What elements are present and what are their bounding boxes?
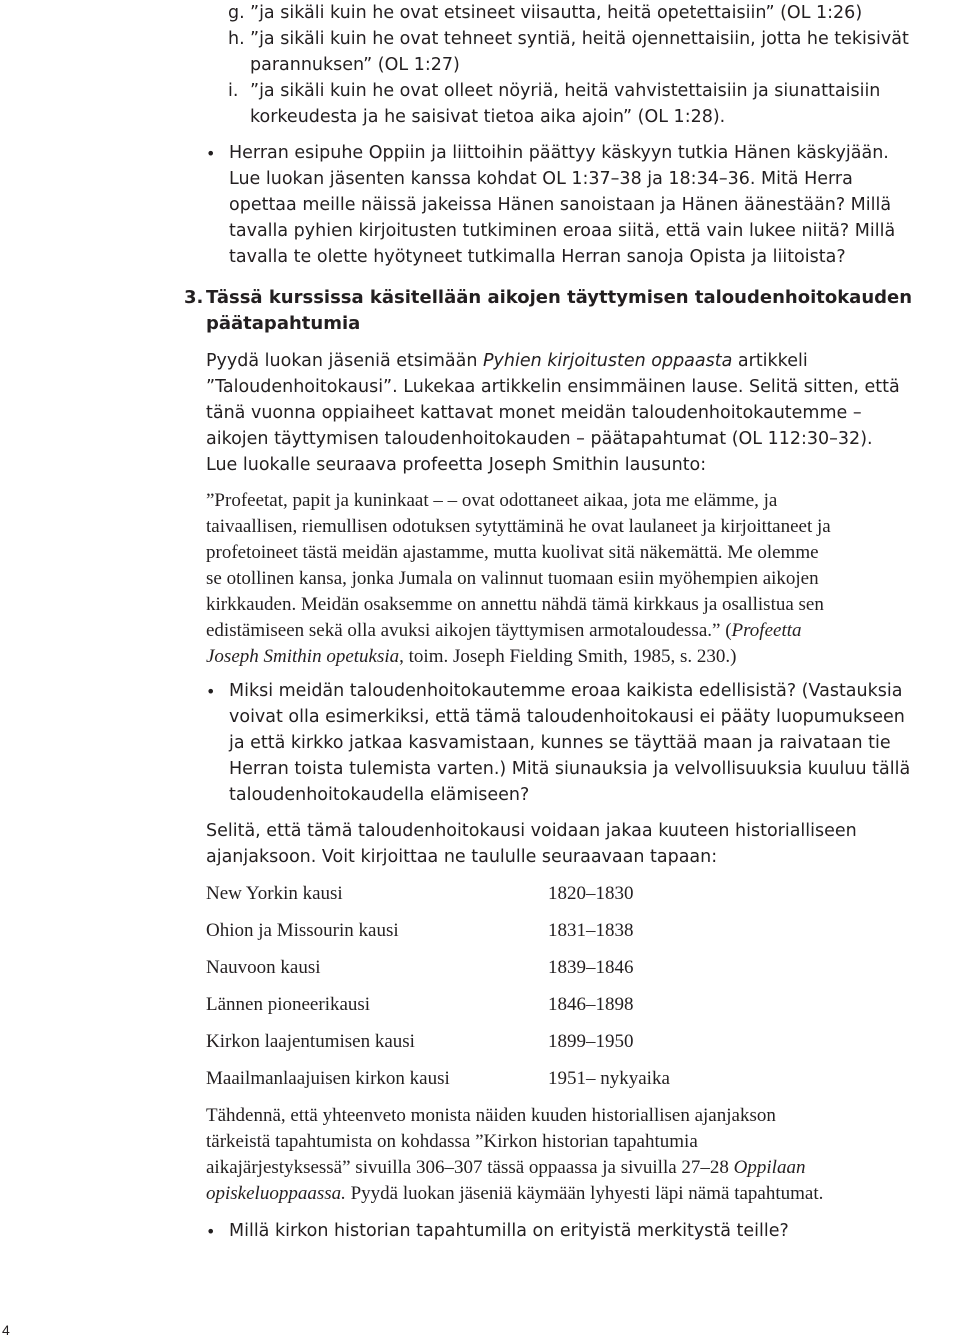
period-name: Maailmanlaajuisen kirkon kausi (206, 1068, 450, 1089)
period-row (206, 1029, 634, 1055)
bullet-line: Herran esipuhe Oppiin ja liittoihin päättyy käskyyn tutkia Hänen käskyjään. (229, 143, 889, 163)
period-name: Ohion ja Missourin kausi (206, 920, 399, 941)
list-marker: h. (228, 29, 245, 49)
list-marker: i. (228, 81, 239, 101)
citation-italic: Joseph Smithin opetuksia (206, 646, 400, 667)
bullet-paragraph-1 (229, 140, 954, 270)
bullet-marker: • (206, 1222, 216, 1241)
period-years: 1839–1846 (548, 957, 634, 978)
period-row (206, 1066, 670, 1092)
bullet-marker: • (206, 144, 216, 163)
text: Lue luokalle seuraava profeetta Joseph Smithin lausunto: (206, 455, 707, 475)
list-line: ”ja sikäli kuin he ovat tehneet syntiä, heitä ojennettaisiin, jotta he tekisivät (250, 29, 909, 49)
paragraph-summary (206, 1103, 951, 1207)
italic-title: opiskeluoppaassa. (206, 1183, 346, 1204)
period-row (206, 918, 634, 944)
italic-title: Pyhien kirjoitusten oppaasta (483, 351, 733, 371)
section-heading (184, 285, 946, 337)
period-years: 1951– nykyaika (548, 1068, 670, 1089)
bullet-paragraph-3 (229, 1218, 954, 1244)
bullet-line: Herran toista tulemista varten.) Mitä siunauksia ja velvollisuuksia kuuluu tällä (229, 759, 911, 779)
text: artikkeli (732, 351, 808, 371)
page-number: 4 (2, 1322, 10, 1338)
list-item-i (228, 78, 948, 130)
bullet-marker: • (206, 682, 216, 701)
period-row (206, 955, 634, 981)
quote-line: se otollinen kansa, jonka Jumala on valinnut tuomaan esiin myöhempien aikojen (206, 568, 819, 589)
list-line: korkeudesta ja he saisivat tietoa aika ajoin” (OL 1:28). (250, 107, 726, 127)
period-name: Nauvoon kausi (206, 957, 321, 978)
text: ajanjaksoon. Voit kirjoittaa ne taululle seuraavaan tapaan: (206, 847, 718, 867)
period-row (206, 992, 634, 1018)
text: aikojen täyttymisen taloudenhoitokauden – päätapahtumat (OL 112:30–32). (206, 429, 873, 449)
period-name: New Yorkin kausi (206, 883, 343, 904)
period-name: Lännen pioneerikausi (206, 994, 371, 1015)
list-line: ”ja sikäli kuin he ovat olleet nöyriä, heitä vahvistettaisiin ja siunattaisiin (250, 81, 881, 101)
section-number: 3. (184, 287, 204, 308)
list-item-h (228, 26, 948, 78)
paragraph-periods-intro (206, 818, 951, 870)
period-years: 1820–1830 (548, 883, 634, 904)
bullet-line: opettaa meille näissä jakeissa Hänen sanoistaan ja Hänen äänestään? Millä (229, 195, 892, 215)
bullet-line: Miksi meidän taloudenhoitokautemme eroaa kaikista edellisistä? (Vastauksia (229, 681, 903, 701)
heading-line: Tässä kurssissa käsitellään aikojen täyttymisen taloudenhoitokauden (206, 287, 913, 308)
heading-line: päätapahtumia (206, 313, 361, 334)
list-item-g (228, 0, 948, 26)
list-line: parannuksen” (OL 1:27) (250, 55, 460, 75)
paragraph-intro (206, 348, 951, 478)
period-years: 1831–1838 (548, 920, 634, 941)
quote-block (206, 488, 958, 670)
quote-line: profetoineet tästä meidän ajastamme, mutta kuolivat sitä näkemättä. Me olemme (206, 542, 819, 563)
bullet-line: Millä kirkon historian tapahtumilla on erityistä merkitystä teille? (229, 1221, 789, 1241)
bullet-line: Lue luokan jäsenten kanssa kohdat OL 1:37–38 ja 18:34–36. Mitä Herra (229, 169, 853, 189)
text: Pyydä luokan jäseniä käymään lyhyesti läpi nämä tapahtumat. (345, 1183, 824, 1204)
text: Selitä, että tämä taloudenhoitokausi voidaan jakaa kuuteen historialliseen (206, 821, 857, 841)
text: Pyydä luokan jäseniä etsimään (206, 351, 483, 371)
text: ”Taloudenhoitokausi”. Lukekaa artikkelin ensimmäinen lause. Selitä sitten, että (206, 377, 900, 397)
quote-line: edistämiseen sekä olla avuksi aikojen täyttymisen armotaloudessa.” ( (206, 620, 732, 641)
period-years: 1846–1898 (548, 994, 634, 1015)
list-line: ”ja sikäli kuin he ovat etsineet viisautta, heitä opetettaisiin” (OL 1:26) (250, 3, 863, 23)
bullet-line: ja että kirkko jatkaa kasvamistaan, kunnes se täyttää maan ja raivataan tie (229, 733, 891, 753)
text: Tähdennä, että yhteenveto monista näiden kuuden historiallisen ajanjakson (206, 1105, 776, 1126)
period-name: Kirkon laajentumisen kausi (206, 1031, 415, 1052)
bullet-line: taloudenhoitokaudella elämiseen? (229, 785, 530, 805)
top-list (228, 0, 948, 130)
text: tärkeistä tapahtumista on kohdassa ”Kirkon historian tapahtumia (206, 1131, 698, 1152)
quote-line: ”Profeetat, papit ja kuninkaat – – ovat odottaneet aikaa, jota me elämme, ja (206, 490, 778, 511)
quote-line: kirkkauden. Meidän osaksemme on annettu nähdä tämä kirkkaus ja osallistua sen (206, 594, 824, 615)
text: tänä vuonna oppiaiheet kattavat monet meidän taloudenhoitokautemme – (206, 403, 862, 423)
citation-text: , toim. Joseph Fielding Smith, 1985, s. 230.) (399, 646, 737, 667)
period-row (206, 881, 634, 907)
italic-title: Oppilaan (733, 1157, 806, 1178)
quote-line: taivaallisen, riemullisen odotuksen sytyttäminä he ovat laulaneet ja kirjoittaneet ja (206, 516, 831, 537)
text: aikajärjestyksessä” sivuilla 306–307 tässä oppaassa ja sivuilla 27–28 (206, 1157, 734, 1178)
list-marker: g. (228, 3, 245, 23)
bullet-paragraph-2 (229, 678, 954, 808)
bullet-line: tavalla pyhien kirjoitusten tutkiminen eroaa siitä, että vain lukee niitä? Millä (229, 221, 896, 241)
citation-italic: Profeetta (731, 620, 802, 641)
bullet-line: voivat olla esimerkiksi, että tämä taloudenhoitokausi ei pääty luopumukseen (229, 707, 905, 727)
period-years: 1899–1950 (548, 1031, 634, 1052)
bullet-line: tavalla te olette hyötyneet tutkimalla Herran sanoja Opista ja liitoista? (229, 247, 846, 267)
